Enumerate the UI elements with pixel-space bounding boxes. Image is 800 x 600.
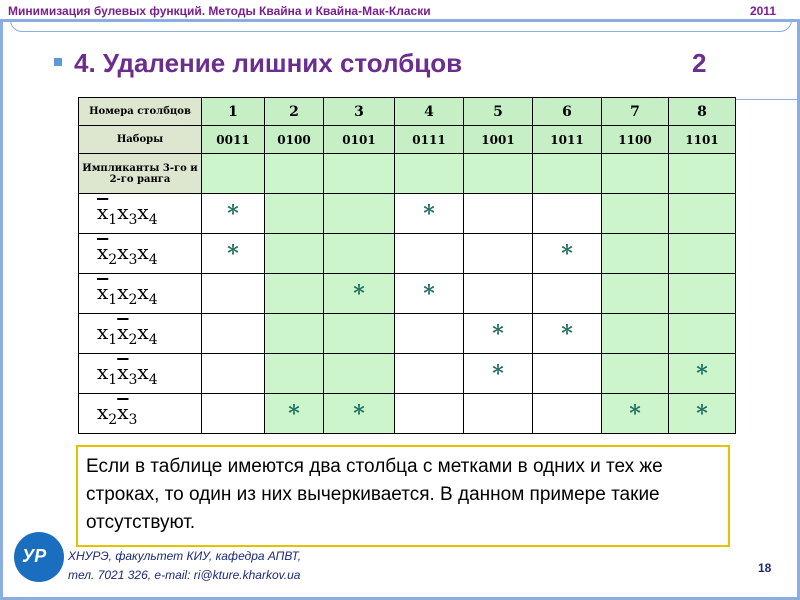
set-0100: 0100 <box>265 126 324 154</box>
coverage-cell <box>265 194 324 234</box>
coverage-mark: * <box>423 200 435 227</box>
implicant-variable: $x_4$ <box>137 319 158 348</box>
implicant-label <box>79 234 202 274</box>
coverage-cell <box>202 194 265 234</box>
coverage-cell <box>265 354 324 394</box>
set-1001: 1001 <box>464 126 533 154</box>
set-0101: 0101 <box>324 126 395 154</box>
coverage-cell <box>324 394 395 434</box>
coverage-mark: * <box>492 360 504 387</box>
coverage-cell <box>395 314 464 354</box>
column-number-2: 2 <box>265 98 324 126</box>
slide-title-number: 2 <box>692 48 707 78</box>
coverage-cell <box>669 274 736 314</box>
implicant-variable: $x_4$ <box>137 199 158 228</box>
table-row <box>79 394 736 434</box>
coverage-cell <box>324 274 395 314</box>
header-title: Минимизация булевых функций. Методы Квайна и Квайна-Мак-Класки <box>8 4 431 18</box>
coverage-cell <box>602 274 669 314</box>
coverage-mark: * <box>227 240 239 267</box>
bullet-icon <box>54 58 62 66</box>
table-header-row-sets <box>79 126 736 154</box>
implicant-variable: $x_2$ <box>97 399 118 428</box>
coverage-cell <box>395 274 464 314</box>
coverage-cell <box>464 354 533 394</box>
implicants-header-cell <box>324 154 395 194</box>
coverage-mark: * <box>423 280 435 307</box>
university-logo <box>14 532 64 582</box>
coverage-cell <box>265 274 324 314</box>
logo-text: УР <box>22 546 47 566</box>
coverage-cell <box>602 194 669 234</box>
coverage-cell <box>395 394 464 434</box>
coverage-cell <box>669 194 736 234</box>
table-header-row-columns <box>79 98 736 126</box>
coverage-cell <box>533 234 602 274</box>
table-row <box>79 194 736 234</box>
coverage-cell <box>602 234 669 274</box>
coverage-mark: * <box>696 400 708 427</box>
implicant-variable: $x_1$ <box>97 359 118 388</box>
coverage-cell <box>533 194 602 234</box>
coverage-cell <box>669 314 736 354</box>
table-header-row-implicants <box>79 154 736 194</box>
implicant-label <box>79 274 202 314</box>
coverage-cell <box>202 354 265 394</box>
implicant-variable: $x_4$ <box>137 279 158 308</box>
coverage-mark: * <box>561 240 573 267</box>
frame-left <box>0 19 3 600</box>
coverage-mark: * <box>696 360 708 387</box>
coverage-cell <box>202 314 265 354</box>
table-row <box>79 234 736 274</box>
coverage-cell <box>395 234 464 274</box>
frame-top-inner <box>10 19 792 32</box>
implicants-header-cell <box>533 154 602 194</box>
coverage-cell <box>324 234 395 274</box>
coverage-cell <box>602 354 669 394</box>
coverage-cell <box>265 394 324 434</box>
implicant-label <box>79 194 202 234</box>
coverage-cell <box>464 394 533 434</box>
note-box <box>76 445 730 547</box>
implicants-header-cell <box>669 154 736 194</box>
implicant-variable: $\overline{x}_1$ <box>97 279 118 308</box>
implicant-variable: $\overline{x}_2$ <box>117 319 138 348</box>
footer-line-2: тел. 7021 326, e-mail: ri@kture.kharkov.ua <box>68 568 301 582</box>
coverage-cell <box>324 354 395 394</box>
implicant-variable: $x_3$ <box>117 199 138 228</box>
coverage-cell <box>669 234 736 274</box>
column-number-6: 6 <box>533 98 602 126</box>
coverage-mark: * <box>288 400 300 427</box>
implicant-variable: $\overline{x}_1$ <box>97 199 118 228</box>
column-number-5: 5 <box>464 98 533 126</box>
implicant-label <box>79 314 202 354</box>
set-1101: 1101 <box>669 126 736 154</box>
column-number-1: 1 <box>202 98 265 126</box>
coverage-cell <box>602 314 669 354</box>
column-number-4: 4 <box>395 98 464 126</box>
coverage-cell <box>464 234 533 274</box>
coverage-cell <box>464 314 533 354</box>
implicant-variable: $x_1$ <box>97 319 118 348</box>
coverage-cell <box>395 194 464 234</box>
coverage-mark: * <box>353 400 365 427</box>
implicants-header-cell <box>602 154 669 194</box>
set-1100: 1100 <box>602 126 669 154</box>
coverage-mark: * <box>561 320 573 347</box>
coverage-cell <box>533 274 602 314</box>
coverage-cell <box>533 354 602 394</box>
coverage-mark: * <box>353 280 365 307</box>
coverage-cell <box>202 274 265 314</box>
column-number-8: 8 <box>669 98 736 126</box>
slide-title: 4. Удаление лишних столбцов <box>74 48 463 78</box>
note-text: Если в таблице имеются два столбца с метками в одних и тех же строках, то один из них вычеркивается. В данном примере такие отсутствуют. <box>86 456 663 533</box>
set-1011: 1011 <box>533 126 602 154</box>
coverage-cell <box>533 394 602 434</box>
coverage-cell <box>602 394 669 434</box>
coverage-cell <box>669 394 736 434</box>
coverage-cell <box>669 354 736 394</box>
implicant-variable: $\overline{x}_2$ <box>97 239 118 268</box>
coverage-cell <box>395 354 464 394</box>
implicants-header-cell <box>265 154 324 194</box>
set-0011: 0011 <box>202 126 265 154</box>
implicant-label <box>79 354 202 394</box>
implicant-variable: $\overline{x}_3$ <box>117 399 138 428</box>
coverage-cell <box>324 194 395 234</box>
coverage-cell <box>265 314 324 354</box>
column-number-7: 7 <box>602 98 669 126</box>
implicant-variable: $x_4$ <box>137 359 158 388</box>
implicants-header-cell <box>395 154 464 194</box>
table-row <box>79 314 736 354</box>
coverage-cell <box>533 314 602 354</box>
coverage-cell <box>464 194 533 234</box>
coverage-cell <box>464 274 533 314</box>
table-row <box>79 354 736 394</box>
header-year: 2011 <box>749 4 776 18</box>
implicant-variable: $x_4$ <box>137 239 158 268</box>
coverage-mark: * <box>227 200 239 227</box>
implicant-variable: $x_2$ <box>117 279 138 308</box>
footer-line-1: ХНУРЭ, факультет КИУ, кафедра АПВТ, <box>68 549 302 563</box>
implicant-variable: $\overline{x}_3$ <box>117 359 138 388</box>
row-label-sets: Наборы <box>79 126 202 154</box>
coverage-mark: * <box>492 320 504 347</box>
implicant-variable: $x_3$ <box>117 239 138 268</box>
row-label-implicants: Импликанты 3-го и 2-го ранга <box>79 154 202 194</box>
table-row <box>79 274 736 314</box>
set-0111: 0111 <box>395 126 464 154</box>
implicant-label <box>79 394 202 434</box>
coverage-cell <box>324 314 395 354</box>
row-label-columns: Номера столбцов <box>79 98 202 126</box>
implicants-header-cell <box>464 154 533 194</box>
page-number: 18 <box>758 561 772 575</box>
coverage-cell <box>265 234 324 274</box>
coverage-cell <box>202 394 265 434</box>
coverage-table <box>78 97 736 434</box>
implicants-header-cell <box>202 154 265 194</box>
coverage-mark: * <box>629 400 641 427</box>
coverage-cell <box>202 234 265 274</box>
column-number-3: 3 <box>324 98 395 126</box>
